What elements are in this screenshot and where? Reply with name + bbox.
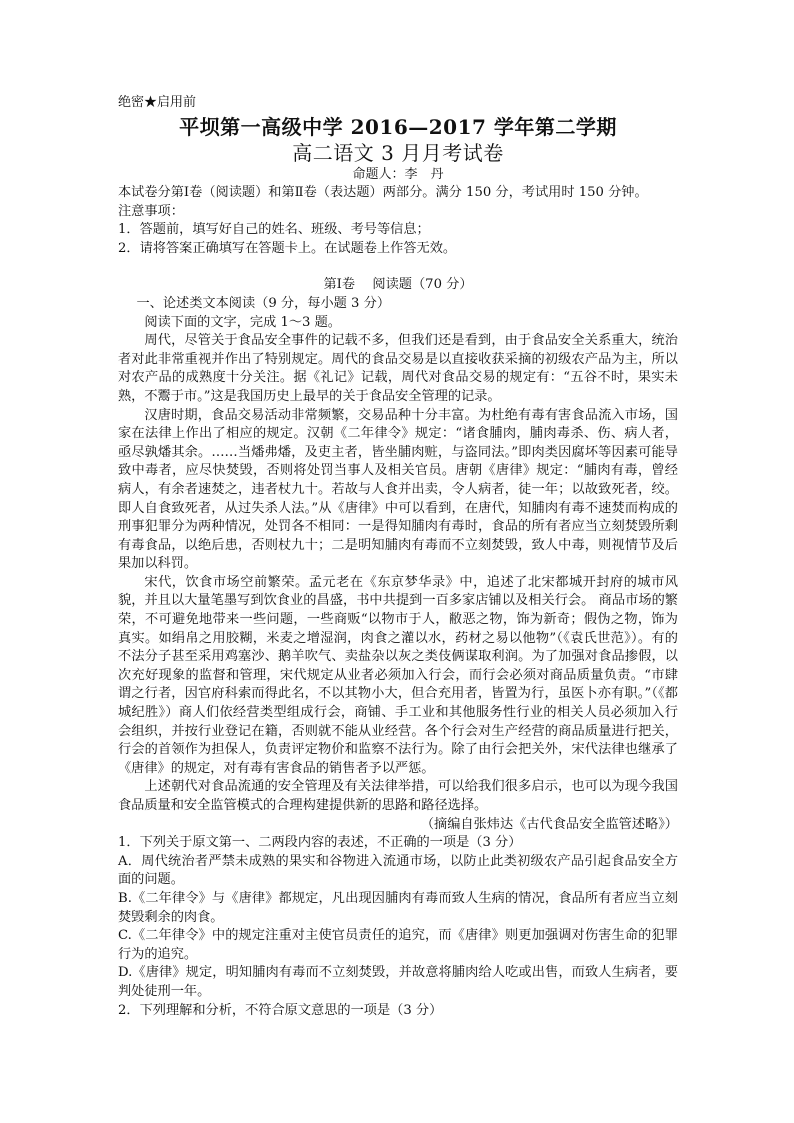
question-1-option-b: B.《二年律令》与《唐律》都规定，凡出现因脯肉有毒而致人生病的情况，食品所有者应当立刻焚毁剩余的肉食。 bbox=[118, 890, 678, 925]
secret-label: 绝密★启用前 bbox=[118, 95, 197, 110]
article-paragraph-4: 上述朝代对食品流通的安全管理及有关法律举措，可以给我们很多启示，也可以为现今我国食品质量和安全监管模式的合理构建提供新的思路和路径选择。 bbox=[118, 779, 678, 813]
question-1-option-c: C.《二年律令》中的规定注重对主使官员责任的追究，而《唐律》则更加强调对伤害生命的犯罪行为的追究。 bbox=[118, 928, 678, 962]
exam-subtitle: 高二语文 3 月月考试卷 bbox=[292, 141, 504, 165]
question-2: 2．下列理解和分析，不符合原文意思的一项是（3 分） bbox=[118, 1002, 443, 1018]
exam-description: 本试卷分第Ⅰ卷（阅读题）和第Ⅱ卷（表达题）两部分。满分 150 分，考试用时 150 分钟。 bbox=[118, 185, 648, 200]
notice-item-2: 2．请将答案正确填写在答题卡上。在试题卷上作答无效。 bbox=[118, 240, 457, 256]
part-heading: 一、论述类文本阅读（9 分，每小题 3 分） bbox=[136, 295, 391, 311]
exam-page bbox=[118, 94, 678, 1020]
article-source: （摘编自张炜达《古代食品安全监管述略》） bbox=[420, 816, 678, 832]
question-1: 1．下列关于原文第一、二两段内容的表述，不正确的一项是（3 分） bbox=[118, 835, 522, 851]
article-paragraph-2: 汉唐时期，食品交易活动非常频繁，交易品种十分丰富。为杜绝有毒有害食品流入市场，国家在法律上作出了相应的规定。汉朝《二年律令》规定：“诸食脯肉，脯肉毒杀、伤、病人者，亟尽孰燔其余。……当燔弗燔，及吏主者，皆坐脯肉赃，与盗同法。”即肉类因腐坏等因素可能导致中毒者，应尽快焚毁，否则将处罚当事人及相关官员。唐朝《唐律》规定：“脯肉有毒，曾经病人，有余者速焚之，违者杖九十。若故与人食并出卖，令人病者，徒一年；以故致死者，绞。即人自食致死者，从过失杀人法。”从《唐律》中可以看到，在唐代，知脯肉有毒不速焚而构成的刑事犯罪分为两种情况，处罚各不相同：一是得知脯肉有毒时，食品的所有者应当立刻焚毁所剩有毒食品，以绝后患，否则杖九十；二是明知脯肉有毒而不立刻焚毁，致人中毒，则视情节及后果加以科罚。 bbox=[118, 407, 678, 572]
author-line: 命题人：李 丹 bbox=[352, 167, 444, 182]
section-title: 第Ⅰ卷 阅读题（70 分） bbox=[323, 277, 473, 293]
question-1-option-a: A．周代统治者严禁未成熟的果实和谷物进入流通市场，以防止此类初级农产品引起食品安全方面的问题。 bbox=[118, 853, 678, 888]
notice-item-1: 1．答题前，填写好自己的姓名、班级、考号等信息； bbox=[118, 222, 430, 238]
article-paragraph-1: 周代，尽管关于食品安全事件的记载不多，但我们还是看到，由于食品安全关系重大，统治者对此非常重视并作出了特别规定。周代的食品交易是以直接收获采摘的初级农产品为主，所以对农产品的成熟度十分关注。据《礼记》记载，周代对食品交易的规定有：“五谷不时，果实未熟，不鬻于市。”这是我国历史上最早的关于食品安全管理的记录。 bbox=[118, 333, 678, 404]
question-1-option-d: D.《唐律》规定，明知脯肉有毒而不立刻焚毁，并故意将脯肉给人吃或出售，而致人生病者，要判处徒刑一年。 bbox=[118, 965, 678, 999]
notice-label: 注意事项： bbox=[118, 203, 184, 219]
exam-title: 平坝第一高级中学 2016—2017 学年第二学期 bbox=[179, 115, 617, 139]
article-paragraph-3: 宋代，饮食市场空前繁荣。孟元老在《东京梦华录》中，追述了北宋都城开封府的城市风貌，并且以大量笔墨写到饮食业的昌盛，书中共提到一百多家店铺以及相关行会。 商品市场的繁荣，不可避免地带来一些问题，一些商贩“以物市于人，敝恶之物，饰为新奇；假伪之物，饰为真实。如绢帛之用胶糊，米麦之增湿润，肉食之灌以水，药材之易以他物”（《袁氏世范》）。有的不法分子甚至采用鸡塞沙、鹅羊吹气、卖盐杂以灰之类伎俩谋取利润。为了加强对食品掺假，以次充好现象的监督和管理，宋代规定从业者必须加入行会，而行会必须对商品质量负责。“市肆谓之行者，因官府科索而得此名，不以其物小大，但合充用者，皆置为行，虽医卜亦有职。”（《都城纪胜》）商人们依经营类型组成行会，商铺、手工业和其他服务性行业的相关人员必须加入行会组织，并按行业登记在籍，否则就不能从业经营。各个行会对生产经营的商品质量进行把关，行会的首领作为担保人，负责评定物价和监察不法行为。除了由行会把关外，宋代法律也继承了《唐律》的规定，对有毒有害食品的销售者予以严惩。 bbox=[118, 574, 678, 776]
reading-instruction: 阅读下面的文字，完成 1～3 题。 bbox=[144, 314, 341, 330]
